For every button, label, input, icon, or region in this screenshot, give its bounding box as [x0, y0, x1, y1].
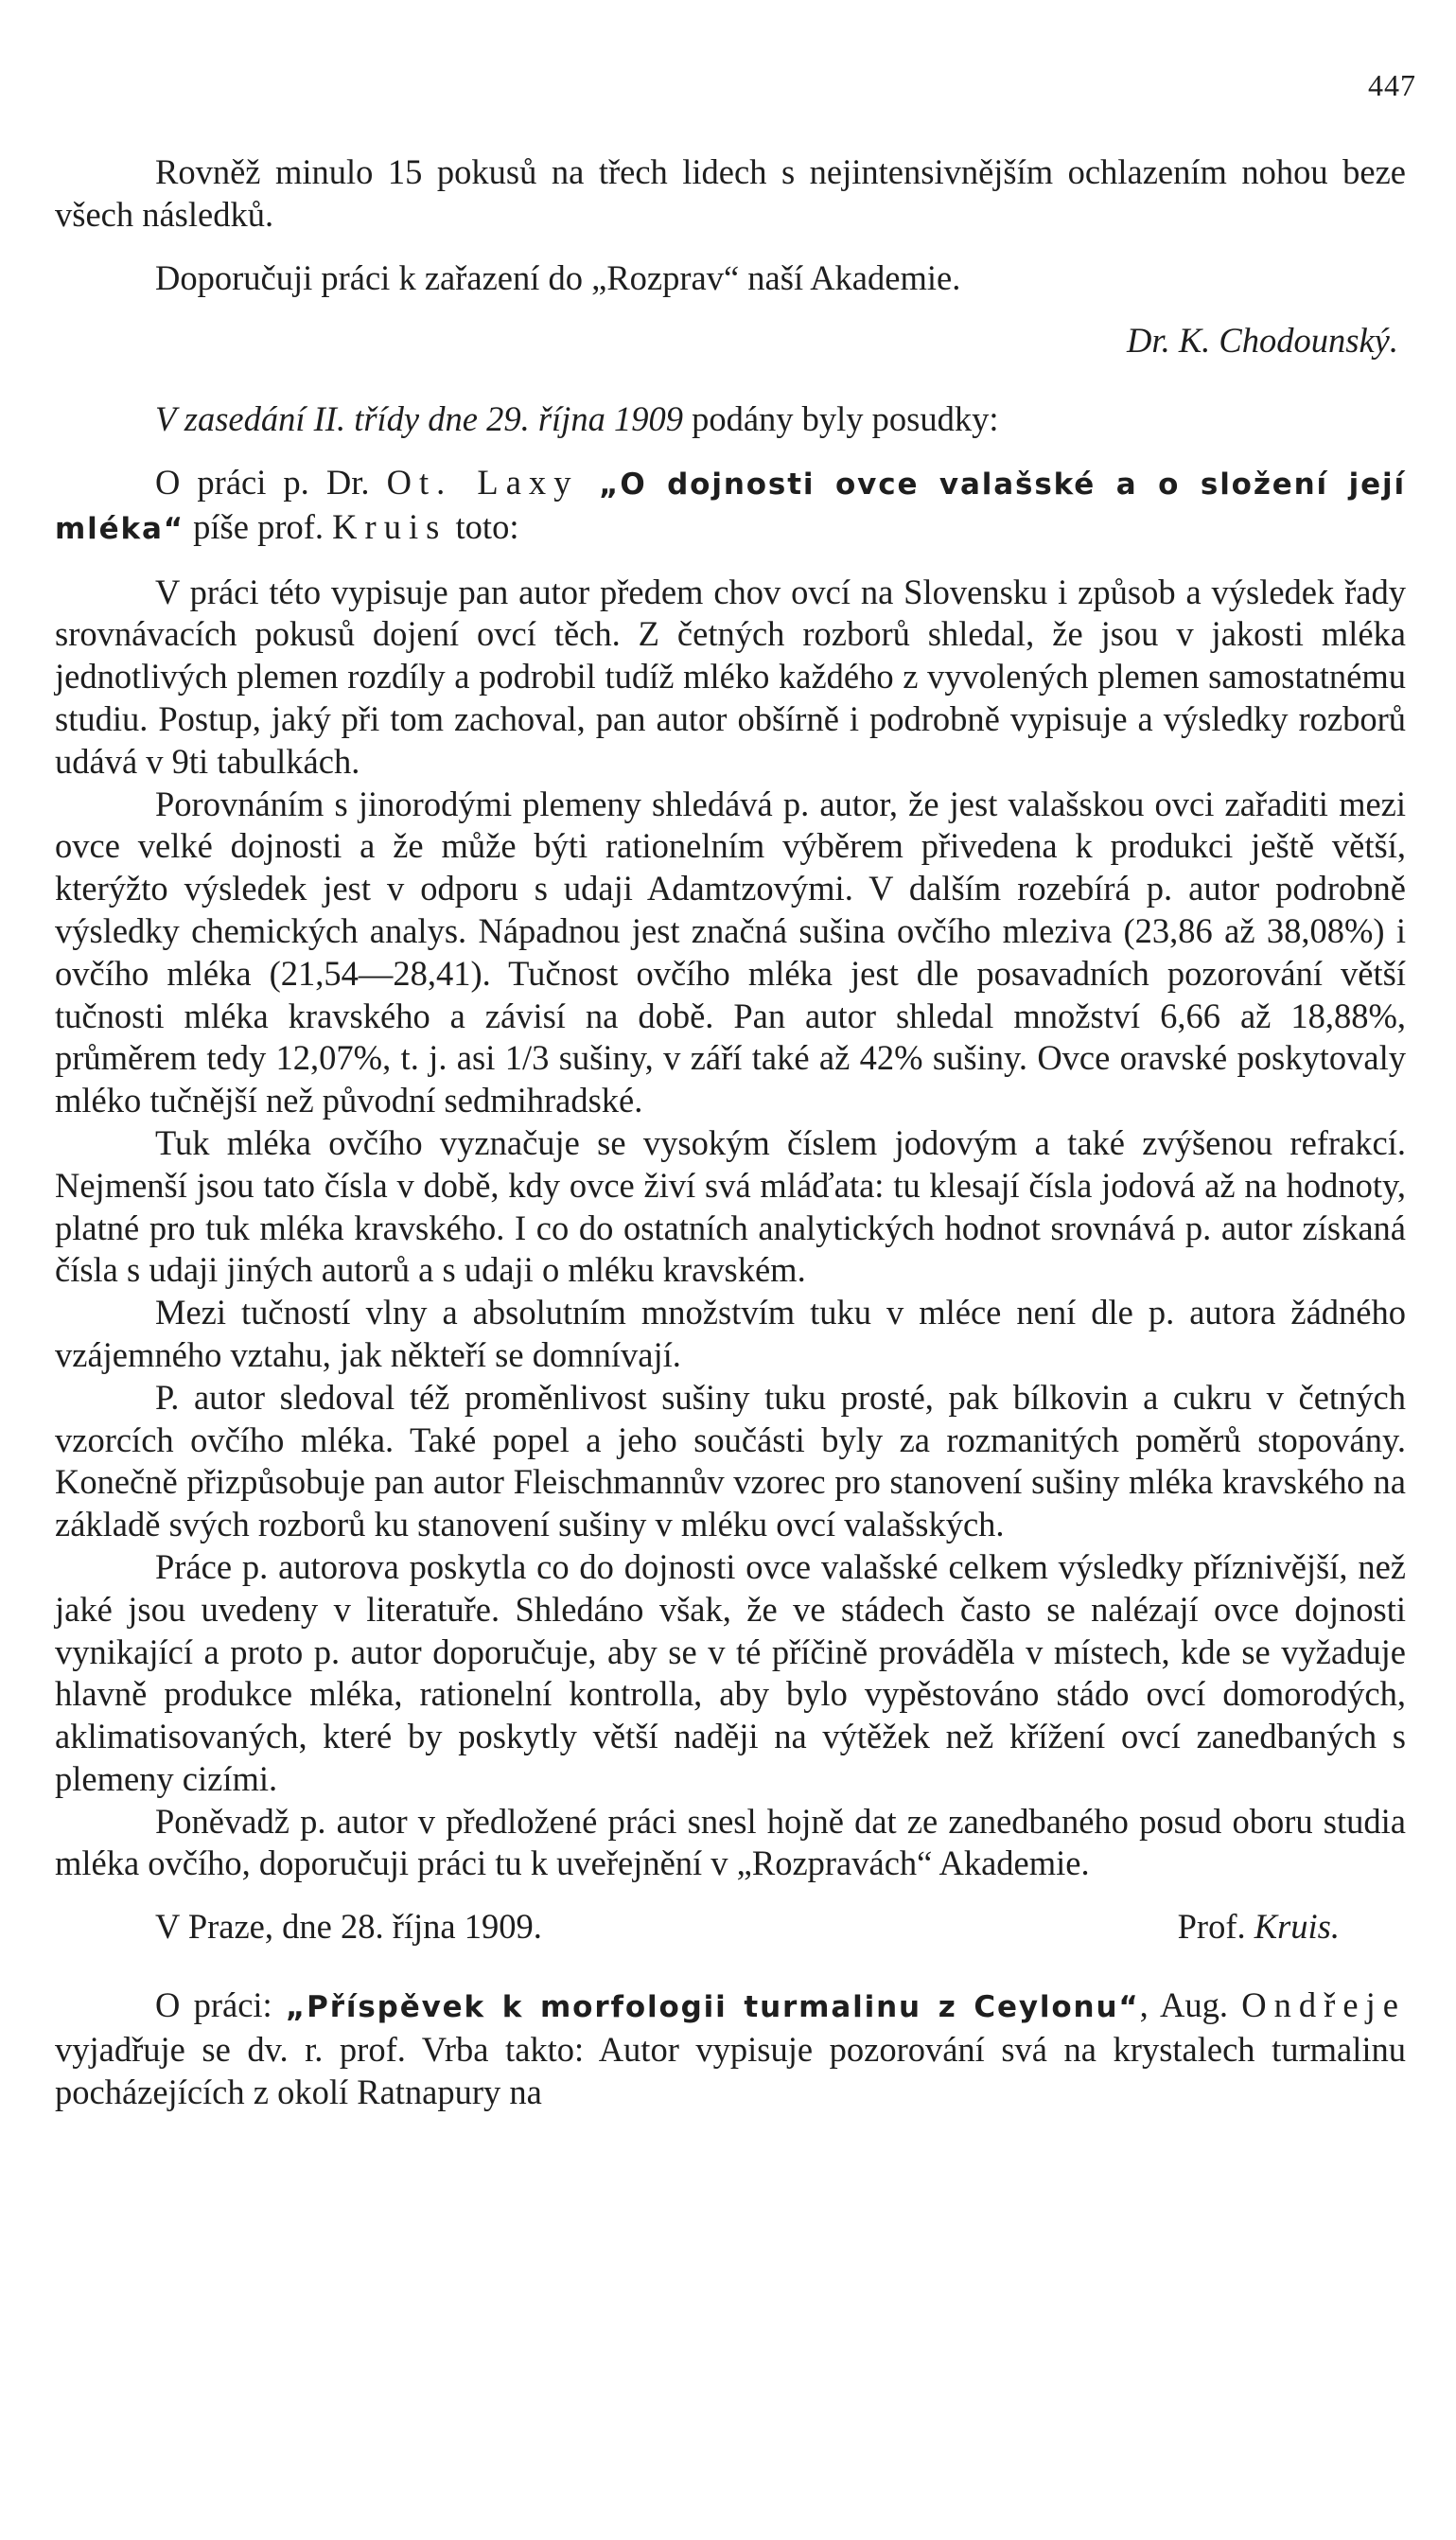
session-date: V zasedání II. třídy dne 29. října 1909	[155, 399, 683, 439]
text-run: Prof.	[1177, 1907, 1254, 1947]
signature-name-block	[1178, 1906, 1406, 1949]
signature-kruis	[55, 1906, 1406, 1949]
signature-chodounsky: Dr. K. Chodounský.	[1127, 321, 1398, 361]
text-run: , Aug.	[1139, 1985, 1242, 2025]
work-title: „Příspěvek k morfologii turmalinu z Ceylonu“	[285, 1990, 1140, 2025]
review-intro-ondrej	[55, 1984, 1406, 2113]
paragraph: Doporučuji práci k zařazení do „Rozprav“ naší Akademie.	[155, 257, 961, 297]
paragraph: Poněvadž p. autor v předložené práci snesl hojně dat ze zanedbaného posud oboru studia mléka ovčího, doporučuji práci tu k uveřejnění v „Rozpravách“ Akademie.	[55, 1801, 1406, 1883]
review-intro-laxa	[55, 462, 1406, 551]
page-number: 447	[1368, 68, 1416, 102]
paragraph: V práci této vypisuje pan autor předem chov ovcí na Slovensku i způsob a výsledek řady srovnávacích pokusů dojení ovcí těch. Z četných rozborů shledal, že jsou v jakosti mléka jednotlivých plemen rozdíly a podrobil tudíž mléko každého z vyvolených plemen samostatnému studiu. Postup, jaký při tom zachoval, pan autor obšírně i podrobně vypisuje a výsledky rozborů udává v 9ti tabulkách.	[55, 572, 1406, 781]
text-run: O práci:	[155, 1985, 286, 2025]
author-name: Ondřeje	[1241, 1985, 1406, 2025]
paragraph: Mezi tučností vlny a absolutním množstvím tuku v mléce není dle p. autora žádného vzájemného vztahu, jak někteří se domnívají.	[55, 1293, 1406, 1374]
signature-place-date: V Praze, dne 28. října 1909.	[155, 1907, 542, 1947]
signature-name: Kruis.	[1254, 1907, 1340, 1947]
text-run: píše prof.	[184, 506, 333, 546]
reviewer-name: Kruis	[332, 506, 447, 546]
paragraph: Rovněž minulo 15 pokusů na třech lidech s nejintensivnějším ochlazením nohou beze všech následků.	[55, 152, 1406, 234]
text-run: toto:	[447, 506, 519, 546]
paragraph: P. autor sledoval též proměnlivost sušiny tuku prosté, pak bílkovin a cukru v četných vzorcích ovčího mléka. Také popel a jeho součásti byly za rozmanitých poměrů stopovány. Konečně přizpůsobuje pan autor Fleischmannův vzorec pro stanovení sušiny mléka kravského na základě svých rozborů ku stanovení sušiny v mléku ovcí valašských.	[55, 1377, 1406, 1544]
paragraph: Porovnáním s jinorodými plemeny shledává p. autor, že jest valašskou ovci zařaditi mezi ovce velké dojnosti a že může býti rationelním výběrem přivedena k produkci ještě větší, kterýžto výsledek jest v odporu s udaji Adamtzovými. V dalším rozebírá p. autor podrobně výsledky chemických analys. Nápadnou jest značná sušina ovčího mleziva (23,86 až 38,08%) i ovčího mléka (21,54—28,41). Tučnost ovčího mléka jest dle posavadních pozorování větší tučnosti mléka kravského a závisí na době. Pan autor shledal množství 6,66 až 18,88%, průměrem tedy 12,07%, t. j. asi 1/3 sušiny, v září také až 42% sušiny. Ovce oravské poskytovaly mléko tučnější než původní sedmihradské.	[55, 784, 1406, 1120]
paragraph: Práce p. autorova poskytla co do dojnosti ovce valašské celkem výsledky příznivější, než jaké jsou uvedeny v literatuře. Shledáno však, že ve stádech často se nalézají ovce dojnosti vynikající a proto p. autor doporučuje, aby se v té příčině prováděla v místech, kde se vyžaduje hlavně produkce mléka, rationelní kontrolla, aby bylo vypěstováno stádo ovcí domorodých, aklimatisovaných, které by poskytly větší naději na výtěžek než křížení ovcí zanedbaných s plemeny cizími.	[55, 1546, 1406, 1798]
paragraph: Tuk mléka ovčího vyznačuje se vysokým číslem jodovým a také zvýšenou refrakcí. Nejmenší jsou tato čísla v době, kdy ovce živí svá mláďata: tu klesají čísla jodová až na hodnoty, platné pro tuk mléka kravského. I co do ostatních analytických hodnot srovnává p. autor získaná čísla s udaji jiných autorů a s udaji o mléku kravském.	[55, 1122, 1406, 1290]
work-title: „O dojnosti ovce valašské a o složení její mléka“	[55, 467, 1406, 546]
session-rest: podány byly posudky:	[682, 399, 999, 439]
text-run: O práci p. Dr.	[155, 462, 387, 502]
body-text	[55, 151, 1406, 2113]
session-heading	[55, 398, 1406, 441]
text-run: vyjadřuje se dv. r. prof. Vrba takto: Autor vypisuje pozorování svá na krystalech turmalinu pocházejících z okolí Ratnapury na	[55, 2029, 1406, 2111]
author-name: Ot. Laxy	[386, 462, 579, 502]
